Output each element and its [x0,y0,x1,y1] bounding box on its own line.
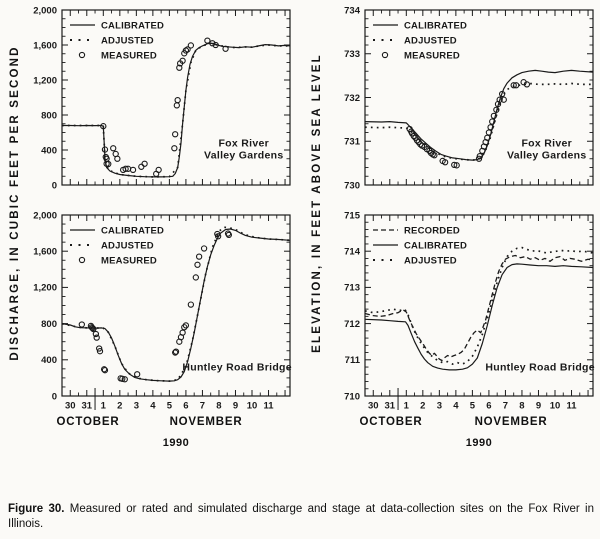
november-label-left: NOVEMBER [169,416,243,428]
svg-text:CALIBRATED: CALIBRATED [101,225,165,237]
svg-text:ADJUSTED: ADJUSTED [101,240,154,252]
svg-text:9: 9 [232,400,239,412]
svg-text:800: 800 [41,318,57,330]
stage-valley-gardens-chart [327,2,599,204]
svg-text:400: 400 [41,355,57,367]
svg-text:2: 2 [117,400,123,412]
svg-text:MEASURED: MEASURED [101,255,157,267]
svg-text:Valley Gardens: Valley Gardens [203,149,284,162]
svg-text:MEASURED: MEASURED [101,50,157,62]
caption-label: Figure 30. [8,503,65,515]
year-label-right: 1990 [465,437,493,449]
stage-huntley-road-chart [327,207,599,422]
svg-text:ADJUSTED: ADJUSTED [404,35,457,47]
svg-text:734: 734 [344,5,360,17]
discharge-axis-label: DISCHARGE, IN CUBIC FEET PER SECOND [9,45,21,361]
svg-text:4: 4 [453,400,459,412]
svg-text:8: 8 [216,400,222,412]
svg-text:730: 730 [344,180,360,192]
svg-text:5: 5 [166,400,173,412]
svg-text:30: 30 [64,400,76,412]
svg-text:8: 8 [519,400,525,412]
svg-text:400: 400 [41,145,57,157]
svg-text:RECORDED: RECORDED [404,225,460,237]
svg-text:715: 715 [344,210,360,222]
svg-text:Huntley Road Bridge: Huntley Road Bridge [182,361,292,374]
october-label-left: OCTOBER [56,416,120,428]
svg-text:0: 0 [51,180,57,192]
svg-text:11: 11 [566,400,577,412]
svg-text:Huntley Road Bridge: Huntley Road Bridge [485,361,595,374]
svg-text:4: 4 [150,400,156,412]
svg-text:1: 1 [403,400,409,412]
svg-text:7: 7 [199,400,206,412]
svg-text:5: 5 [469,400,476,412]
svg-text:CALIBRATED: CALIBRATED [404,20,468,32]
svg-text:9: 9 [535,400,542,412]
svg-text:31: 31 [384,400,396,412]
svg-text:30: 30 [367,400,379,412]
svg-text:ADJUSTED: ADJUSTED [404,255,457,267]
svg-text:1: 1 [100,400,106,412]
svg-text:2: 2 [420,400,426,412]
october-label-right: OCTOBER [359,416,423,428]
svg-text:7: 7 [502,400,509,412]
svg-text:1,200: 1,200 [33,282,57,294]
svg-text:1,200: 1,200 [33,75,57,87]
svg-text:11: 11 [263,400,274,412]
svg-text:6: 6 [486,400,492,412]
svg-text:10: 10 [549,400,561,412]
elevation-axis-label: ELEVATION, IN FEET ABOVE SEA LEVEL [311,53,323,353]
svg-text:CALIBRATED: CALIBRATED [404,240,468,252]
svg-text:MEASURED: MEASURED [404,50,460,62]
figure-caption [8,502,594,532]
caption-text: Measured or rated and simulated discharge and stage at data-collection sites on the Fox River in Illinois. [8,503,594,530]
svg-text:731: 731 [344,136,360,148]
svg-text:ADJUSTED: ADJUSTED [101,35,154,47]
svg-text:1,600: 1,600 [33,40,57,52]
svg-text:31: 31 [81,400,93,412]
svg-text:714: 714 [344,246,360,258]
svg-text:Fox River: Fox River [218,137,270,150]
svg-text:6: 6 [183,400,189,412]
svg-text:3: 3 [436,400,442,412]
svg-text:2,000: 2,000 [33,210,57,222]
svg-text:3: 3 [133,400,139,412]
svg-text:0: 0 [51,391,57,403]
svg-text:733: 733 [344,49,360,61]
svg-text:1,600: 1,600 [33,246,57,258]
svg-text:800: 800 [41,110,57,122]
svg-text:711: 711 [344,355,360,367]
svg-text:CALIBRATED: CALIBRATED [101,20,165,32]
svg-text:Valley Gardens: Valley Gardens [506,149,587,162]
discharge-huntley-road-chart [24,207,300,422]
svg-text:710: 710 [344,391,360,403]
svg-text:712: 712 [344,318,360,330]
svg-text:10: 10 [246,400,258,412]
svg-text:2,000: 2,000 [33,5,57,17]
svg-text:713: 713 [344,282,360,294]
november-label-right: NOVEMBER [474,416,548,428]
svg-text:Fox River: Fox River [521,137,573,150]
discharge-valley-gardens-chart [24,2,300,204]
svg-text:732: 732 [344,92,360,104]
year-label-left: 1990 [162,437,190,449]
